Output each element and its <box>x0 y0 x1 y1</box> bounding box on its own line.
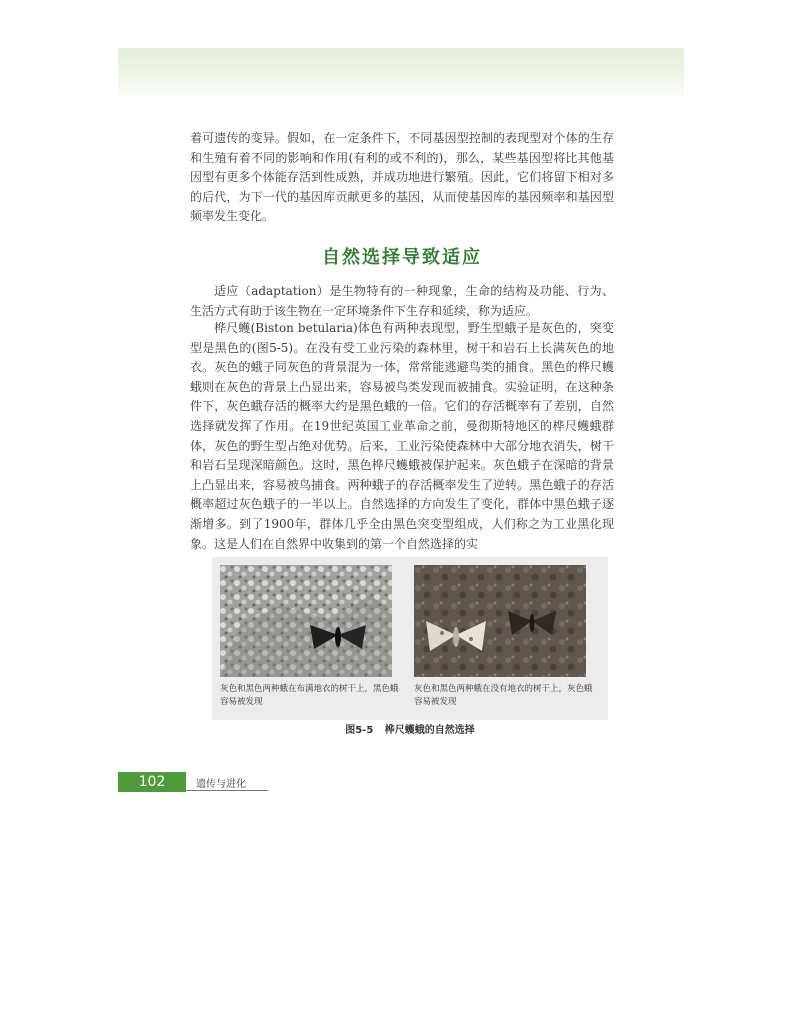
figure-title <box>212 721 608 736</box>
book-title: 遗传与进化 <box>196 779 246 790</box>
paragraph-adaptation: 适应（adaptation）是生物特有的一种现象，生命的结构及功能、行为、生活方式有助于该生物在一定环境条件下生存和延续，称为适应。 <box>190 284 614 318</box>
page-number-box <box>118 772 186 792</box>
caption-right: 灰色和黑色两种蛾在没有地衣的树干上，灰色蛾容易被发现 <box>414 684 593 707</box>
paragraph-intro: 着可遗传的变异。假如，在一定条件下，不同基因型控制的表现型对个体的生存和生殖有着不同的影响和作用(有利的或不利的)，那么，某些基因型将比其他基因型有更多个体能存活到性成熟，并成功地进行繁殖。因此，它们将留下相对多的后代，为下一代的基因库贡献更多的基因，从而使基因库的基因频率和基因型频率发生变化。 <box>190 131 614 224</box>
photo-lichen-bark-dark-moth <box>220 565 392 677</box>
caption-left: 灰色和黑色两种蛾在布满地衣的树干上，黑色蛾容易被发现 <box>220 684 399 707</box>
figure-title-text: 桦尺蠖蛾的自然选择 <box>384 725 475 736</box>
header-band <box>118 48 684 96</box>
section-title: 自然选择导致适应 <box>322 247 482 268</box>
footer-rule <box>186 790 268 791</box>
paragraph-peppered-moth: 桦尺蠖(Biston betularia)体色有两种表现型，野生型蛾子是灰色的，突变型是黑色的(图5-5)。在没有受工业污染的森林里，树干和岩石上长满灰色的地衣。灰色的蛾子同灰色的背景混为一体，常常能逃避鸟类的捕食。黑色的桦尺蠖蛾则在灰色的背景上凸显出来，容易被鸟类发现而被捕食。实验证明，在这种条件下，灰色蛾存活的概率大约是黑色蛾的一倍。它们的存活概率有了差别，自然选择就发挥了作用。在19世纪英国工业革命之前，曼彻斯特地区的桦尺蠖蛾群体，灰色的野生型占绝对优势。后来，工业污染使森林中大部分地衣消失，树干和岩石呈现深暗颜色。这时，黑色桦尺蠖蛾被保护起来。灰色蛾子在深暗的背景上凸显出来，容易被鸟捕食。两种蛾子的存活概率发生了逆转。黑色蛾子的存活概率超过灰色蛾子的一半以上。自然选择的方向发生了变化，群体中黑色蛾子逐渐增多。到了1900年，群体几乎全由黑色突变型组成，人们称之为工业黑化现象。这是人们在自然界中收集到的第一个自然选择的实 <box>190 321 614 551</box>
page-number: 102 <box>138 774 166 790</box>
figure-number: 图5-5 <box>345 725 374 736</box>
photo-dark-bark-light-moth <box>414 565 586 677</box>
figure-5-5 <box>212 557 608 720</box>
